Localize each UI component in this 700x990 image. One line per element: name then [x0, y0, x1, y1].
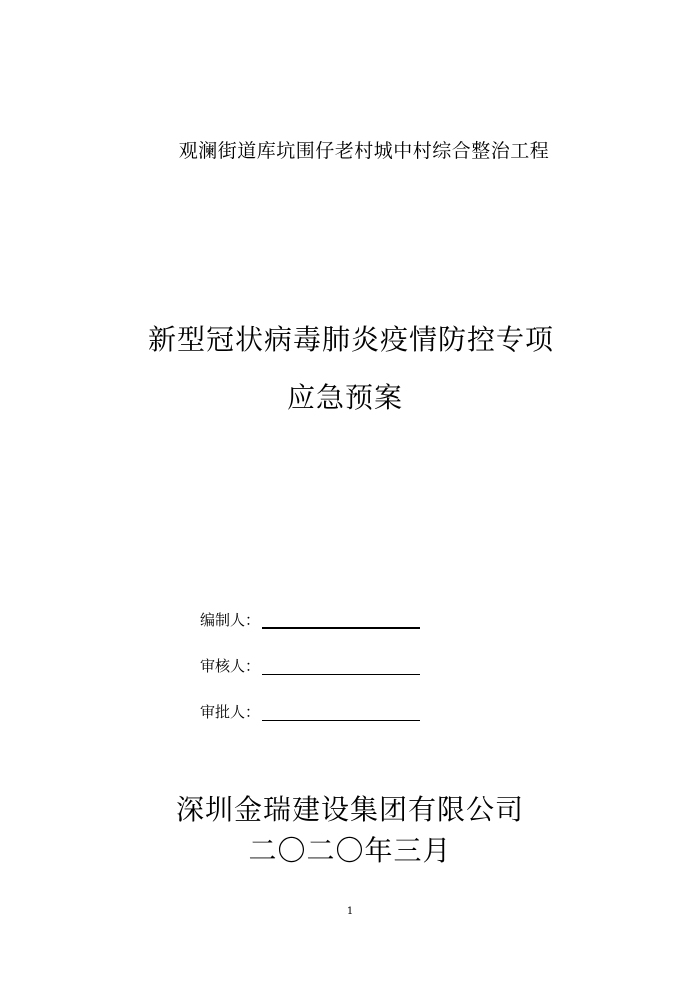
reviewer-signature-line [262, 674, 420, 675]
document-title-line-1: 新型冠状病毒肺炎疫情防控专项 [148, 323, 555, 356]
page-number: 1 [346, 906, 354, 917]
signature-row-approver [200, 700, 420, 722]
approver-label: 审批人： [200, 703, 261, 721]
document-date: 二〇二〇年三月 [248, 834, 452, 867]
approver-signature-line [262, 720, 420, 721]
signature-row-preparer [200, 608, 420, 630]
preparer-label: 编制人： [200, 611, 261, 629]
reviewer-label: 审核人： [200, 657, 261, 675]
document-title-line-2: 应急预案 [287, 381, 404, 414]
project-title: 观澜街道库坑围仔老村城中村综合整治工程 [178, 140, 550, 162]
preparer-signature-line [262, 627, 420, 629]
signature-row-reviewer [200, 654, 420, 676]
company-name: 深圳金瑞建设集团有限公司 [175, 793, 524, 826]
